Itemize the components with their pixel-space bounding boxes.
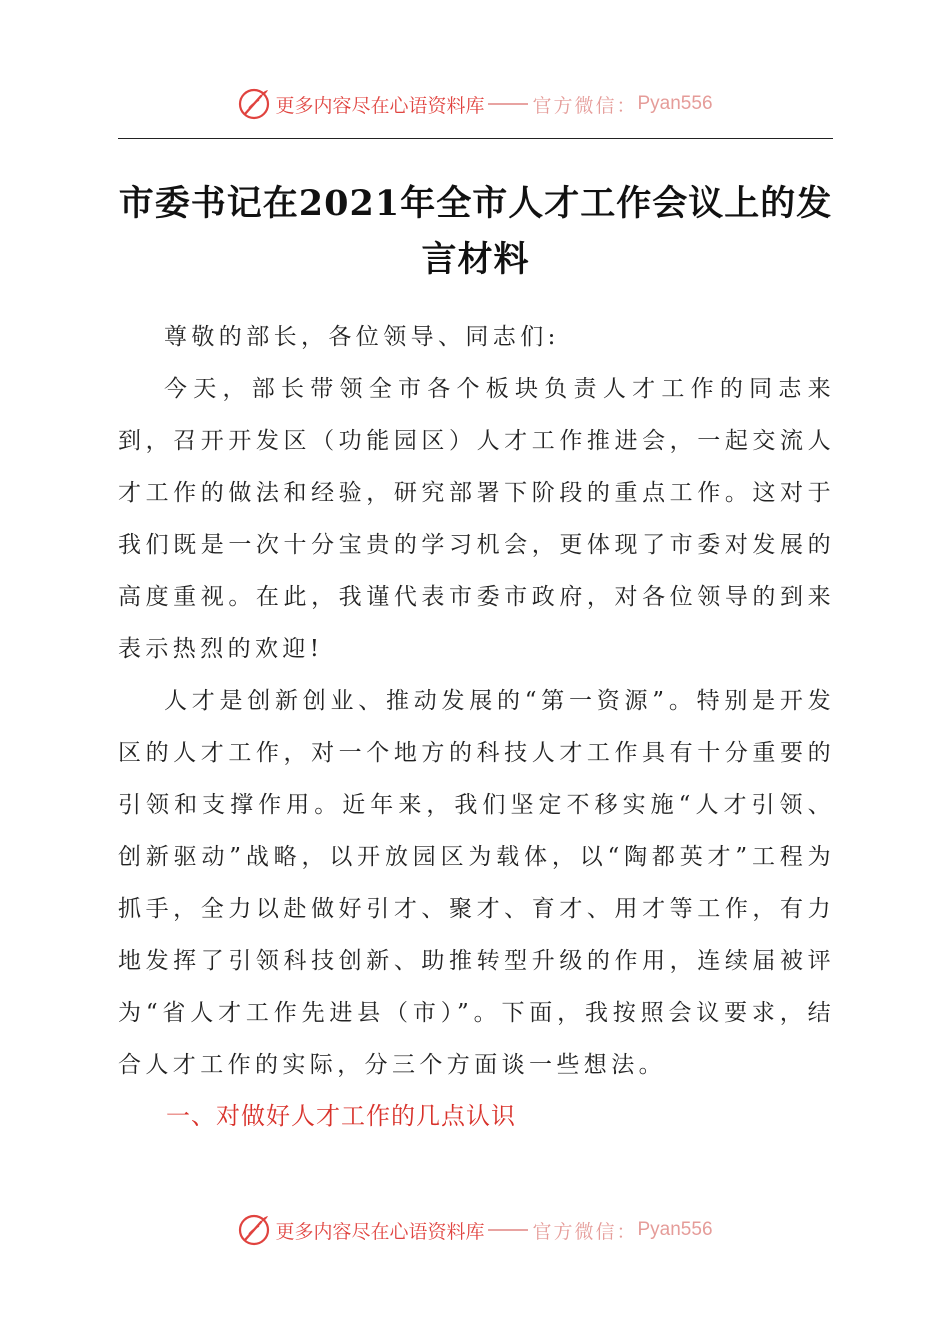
quill-logo-icon <box>237 87 271 121</box>
salutation: 尊敬的部长，各位领导、同志们: <box>164 324 560 350</box>
footer-dash <box>488 1229 528 1231</box>
section-heading: 一、对做好人才工作的几点认识 <box>166 1103 516 1130</box>
paragraph-1: 今天，部长带领全市各个板块负责人才工作的同志来到，召开开发区（功能园区）人才工作推进会，一起交流人才工作的做法和经验，研究部署下阶段的重点工作。这对于我们既是一次十分宝贵的学习机会，更体现了市委对发展的高度重视。在此，我谨代表市委市政府，对各位领导的到来表示热烈的欢迎! <box>118 376 835 662</box>
header-divider <box>118 138 833 139</box>
footer-brand-text: 更多内容尽在心语资料库 <box>275 1220 485 1243</box>
footer-official-label: 官方微信： <box>532 1220 638 1243</box>
quill-logo-icon <box>237 1213 271 1247</box>
document-title: 市委书记在2021年全市人才工作会议上的发言材料 <box>118 183 833 280</box>
footer-wechat-id: Pyan556 <box>637 1219 713 1240</box>
document-body <box>118 311 835 1143</box>
header-dash <box>488 103 528 105</box>
header-wechat-id: Pyan556 <box>637 93 713 114</box>
header-brand-text: 更多内容尽在心语资料库 <box>275 94 485 117</box>
header-official-label: 官方微信： <box>532 94 638 117</box>
paragraph-2: 人才是创新创业、推动发展的“第一资源”。特别是开发区的人才工作，对一个地方的科技人才工作具有十分重要的引领和支撑作用。近年来，我们坚定不移实施“人才引领、创新驱动”战略，以开放园区为载体，以“陶都英才”工程为抓手，全力以赴做好引才、聚才、育才、用才等工作，有力地发挥了引领科技创新、助推转型升级的作用，连续届被评为“省人才工作先进县（市）”。下面，我按照会议要求，结合人才工作的实际，分三个方面谈一些想法。 <box>118 688 835 1078</box>
header-banner <box>0 84 950 124</box>
footer-banner <box>0 1210 950 1250</box>
